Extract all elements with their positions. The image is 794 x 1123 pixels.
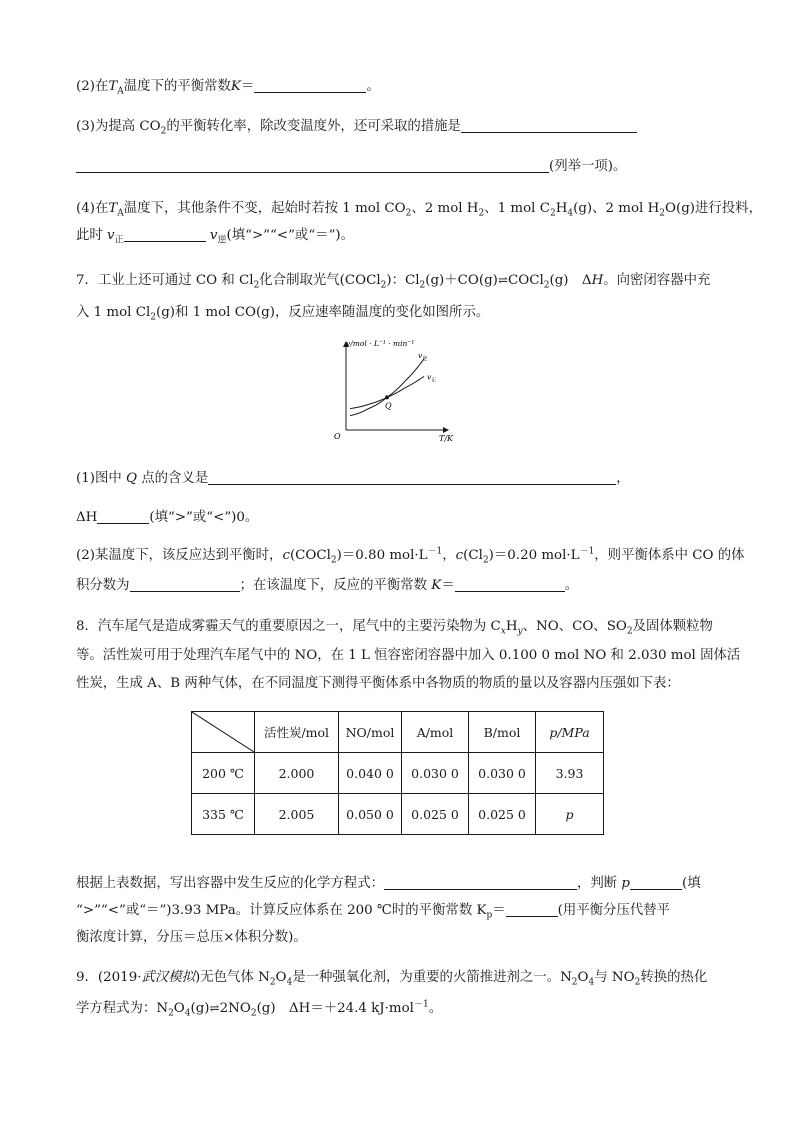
text: ， <box>616 471 630 486</box>
text: (4)在 <box>76 201 109 216</box>
equilibrium-arrow-icon: ⇌ <box>209 1001 220 1015</box>
answer-blank[interactable] <box>130 577 240 592</box>
q7-line2 <box>76 303 734 323</box>
text: H <box>591 273 604 288</box>
text: (用平衡分压代替平 <box>557 903 670 918</box>
answer-blank[interactable] <box>506 902 558 917</box>
table-cell: 2.005 <box>255 794 339 835</box>
answer-blank[interactable] <box>384 875 577 890</box>
origin-label: O <box>334 432 341 441</box>
table-cell: 0.030 0 <box>469 753 536 794</box>
text: 2 <box>549 208 556 219</box>
text: 性炭，生成 A、B 两种气体，在不同温度下测得平衡体系中各物质的物质的量以及容器内压强如下表： <box>76 676 680 691</box>
text: ，判断 <box>576 876 622 891</box>
text: c <box>455 548 464 563</box>
text: 学方程式为：N <box>76 1001 169 1016</box>
text: )＝0.20 mol·L <box>488 548 580 563</box>
text: 2 <box>253 280 260 291</box>
text: (g)和 1 mol CO(g)，反应速率随温度的变化如图所示。 <box>155 305 490 320</box>
header-cell: 活性炭/mol <box>255 712 339 753</box>
text: 8．汽车尾气是造成雾霾天气的重要原因之一，尾气中的主要污染物为 C <box>76 619 501 634</box>
table-row <box>192 794 604 835</box>
text: 2NO <box>219 1001 251 1016</box>
text: H <box>505 619 518 634</box>
text: (填 <box>682 876 701 891</box>
header-cell: A/mol <box>402 712 469 753</box>
text: 2 <box>330 555 337 566</box>
text: )＝0.80 mol·L <box>336 548 428 563</box>
text: (1)图中 <box>76 471 127 486</box>
text: 2 <box>150 312 156 323</box>
text: 2 <box>380 280 387 291</box>
text: p <box>486 910 493 921</box>
header-cell: NO/mol <box>339 712 402 753</box>
text: p <box>621 876 630 891</box>
text: 温度下，其他条件不变，起始时若按 1 mol CO <box>123 201 406 216</box>
text: O(g)进行投料， <box>665 201 762 216</box>
table-row <box>192 753 604 794</box>
text: －1 <box>413 999 429 1010</box>
text: O <box>577 970 589 985</box>
table-cell: 200 ℃ <box>192 753 255 794</box>
text: 化合制取光气(COCl <box>259 273 381 288</box>
diagonal-line <box>192 712 254 752</box>
table-cell: 0.025 0 <box>469 794 536 835</box>
text: 2 <box>626 626 633 637</box>
text: 2 <box>482 555 489 566</box>
text: (2)在 <box>76 79 109 94</box>
text: “>”“<”或“＝”)3.93 MPa。计算反应体系在 200 ℃时的平衡常数 K <box>76 903 487 918</box>
answer-blank[interactable] <box>630 875 682 890</box>
text: 温度下的平衡常数 <box>123 79 231 94</box>
text: H <box>555 201 568 216</box>
text: T <box>108 79 118 94</box>
x-axis-label: T/K <box>439 434 454 443</box>
q7-part2-line2 <box>76 576 734 596</box>
text: 积分数为 <box>76 578 130 593</box>
text: (填“>”或“<”)0。 <box>149 510 259 525</box>
text: (g) Δ <box>549 273 592 288</box>
text: 2 <box>634 977 641 988</box>
text: 转换的热化 <box>640 970 708 985</box>
table-cell: 0.050 0 <box>339 794 402 835</box>
q9-line2 <box>76 998 734 1019</box>
text: 2 <box>419 280 426 291</box>
text: 2 <box>478 208 485 219</box>
series-label-0: $v_逆$ <box>418 350 428 362</box>
text: 衡浓度计算，分压＝总压×体积分数)。 <box>76 930 307 945</box>
text: ＝ <box>240 79 255 94</box>
text: 点的含义是 <box>137 471 209 486</box>
q6-part2 <box>76 77 734 97</box>
text: (g)、2 mol H <box>573 201 660 216</box>
text: (填“>”“<”或“＝”)。 <box>226 228 355 243</box>
q6-part3 <box>76 117 734 137</box>
answer-blank[interactable] <box>208 470 616 485</box>
answer-blank[interactable] <box>76 158 549 173</box>
q6-part4 <box>76 199 762 219</box>
point-q <box>385 395 389 399</box>
text: 2 <box>168 1008 174 1019</box>
text: 的平衡转化率，除改变温度外，还可采取的措施是 <box>166 119 461 134</box>
text: (3)为提高 CO <box>76 119 161 134</box>
text: (g) ΔH＝＋24.4 kJ·mol <box>256 1001 414 1016</box>
text: v <box>209 228 218 243</box>
q8-answer-line3 <box>76 928 734 948</box>
text: )：Cl <box>386 273 420 288</box>
text: 2 <box>160 126 167 137</box>
header-cell: p/MPa <box>536 712 604 753</box>
text: 根据上表数据，写出容器中发生反应的化学方程式： <box>76 876 384 891</box>
equilibrium-arrow-icon: ⇌ <box>497 273 508 287</box>
table-cell: 3.93 <box>536 753 604 794</box>
text: )无色气体 N <box>195 970 270 985</box>
text: Q <box>126 471 137 486</box>
answer-blank[interactable] <box>124 227 206 242</box>
q8-answer-line1 <box>76 874 734 894</box>
text: 2 <box>405 208 412 219</box>
text: 4 <box>588 977 595 988</box>
text: v <box>107 228 115 243</box>
text: 是一种强氧化剂，为重要的火箭推进剂之一。N <box>292 970 572 985</box>
text: c <box>282 548 290 563</box>
q8-line3 <box>76 674 734 694</box>
text: －1 <box>427 546 443 557</box>
text: －1 <box>579 546 595 557</box>
y-axis-label: v/mol · L⁻¹ · min⁻¹ <box>346 339 415 348</box>
q8-answer-line2 <box>76 901 734 921</box>
q7-line1 <box>76 270 734 291</box>
text: 2 <box>659 208 666 219</box>
q7-part1 <box>76 469 734 489</box>
text: 正 <box>114 235 124 246</box>
text: 等。活性炭可用于处理汽车尾气中的 NO，在 1 L 恒容密闭容器中加入 0.100 0 mol NO 和 2.030 mol 固体活 <box>76 648 741 663</box>
answer-blank[interactable] <box>461 118 637 133</box>
text: x <box>500 626 506 637</box>
text: 2 <box>250 1008 257 1019</box>
table-cell: 0.025 0 <box>402 794 469 835</box>
text: 与 NO <box>594 970 635 985</box>
text: (Cl <box>463 548 483 563</box>
q7-part2 <box>76 546 745 566</box>
text: O <box>173 1001 185 1016</box>
table-cell: 0.030 0 <box>402 753 469 794</box>
text: 、NO、CO、SO <box>522 619 627 634</box>
text: 逆 <box>217 235 227 246</box>
text: 4 <box>567 208 574 219</box>
text: (2)某温度下，该反应达到平衡时， <box>76 548 283 563</box>
text: 、1 mol C <box>484 201 550 216</box>
text: 此时 <box>76 228 108 243</box>
text: 2 <box>269 977 276 988</box>
q7-part1-line2 <box>76 508 734 528</box>
text: ΔH <box>76 510 98 525</box>
table-cell: 0.040 0 <box>339 753 402 794</box>
text: 4 <box>286 977 293 988</box>
text: 。 <box>428 1001 443 1016</box>
corner-cell <box>192 712 255 753</box>
answer-blank[interactable] <box>254 78 366 93</box>
rate-temperature-chart <box>326 336 472 448</box>
header-cell: B/mol <box>469 712 536 753</box>
table-cell: p <box>536 794 604 835</box>
data-table <box>191 711 604 835</box>
table-cell: 2.000 <box>255 753 339 794</box>
text: K <box>230 79 241 94</box>
table-cell: 335 ℃ <box>192 794 255 835</box>
text: 。 <box>564 578 579 593</box>
text: 及固体颗粒物 <box>632 619 713 634</box>
text: 入 1 mol Cl <box>76 305 151 320</box>
text: ＝ <box>441 578 455 593</box>
text: ＝ <box>492 903 506 918</box>
text: 、2 mol H <box>411 201 479 216</box>
text: ；在该温度下，反应的平衡常数 <box>239 578 432 593</box>
text: O <box>275 970 287 985</box>
text: y <box>517 626 523 637</box>
text: ，则平衡体系中 CO 的体 <box>594 548 745 563</box>
text: A <box>117 208 124 219</box>
q6-part4-line2 <box>76 226 734 246</box>
text: 9．(2019· <box>76 970 142 985</box>
text: 7．工业上还可通过 CO 和 Cl <box>76 273 254 288</box>
text: 武汉模拟 <box>141 970 196 985</box>
text: 。向密闭容器中充 <box>603 273 711 288</box>
q9-line1 <box>76 968 734 988</box>
text: (COCl <box>289 548 331 563</box>
text: (g)＋CO(g) <box>425 273 498 288</box>
text: (列举一项)。 <box>549 159 627 174</box>
q8-line1 <box>76 617 734 637</box>
point-q-label: Q <box>385 401 392 411</box>
series-label-1: $v_正$ <box>427 372 437 384</box>
text: (g) <box>190 1001 210 1016</box>
text: ， <box>442 548 456 563</box>
text: 2 <box>571 977 578 988</box>
q6-part3-line2 <box>76 157 734 177</box>
text: 2 <box>543 280 550 291</box>
text: COCl <box>507 273 544 288</box>
text: K <box>431 578 442 593</box>
table-header-row <box>192 712 604 753</box>
text: 。 <box>366 79 380 94</box>
text: 4 <box>184 1008 191 1019</box>
q8-line2 <box>76 646 741 666</box>
text: A <box>117 86 124 97</box>
answer-blank[interactable] <box>97 509 149 524</box>
answer-blank[interactable] <box>455 577 565 592</box>
text: T <box>108 201 118 216</box>
